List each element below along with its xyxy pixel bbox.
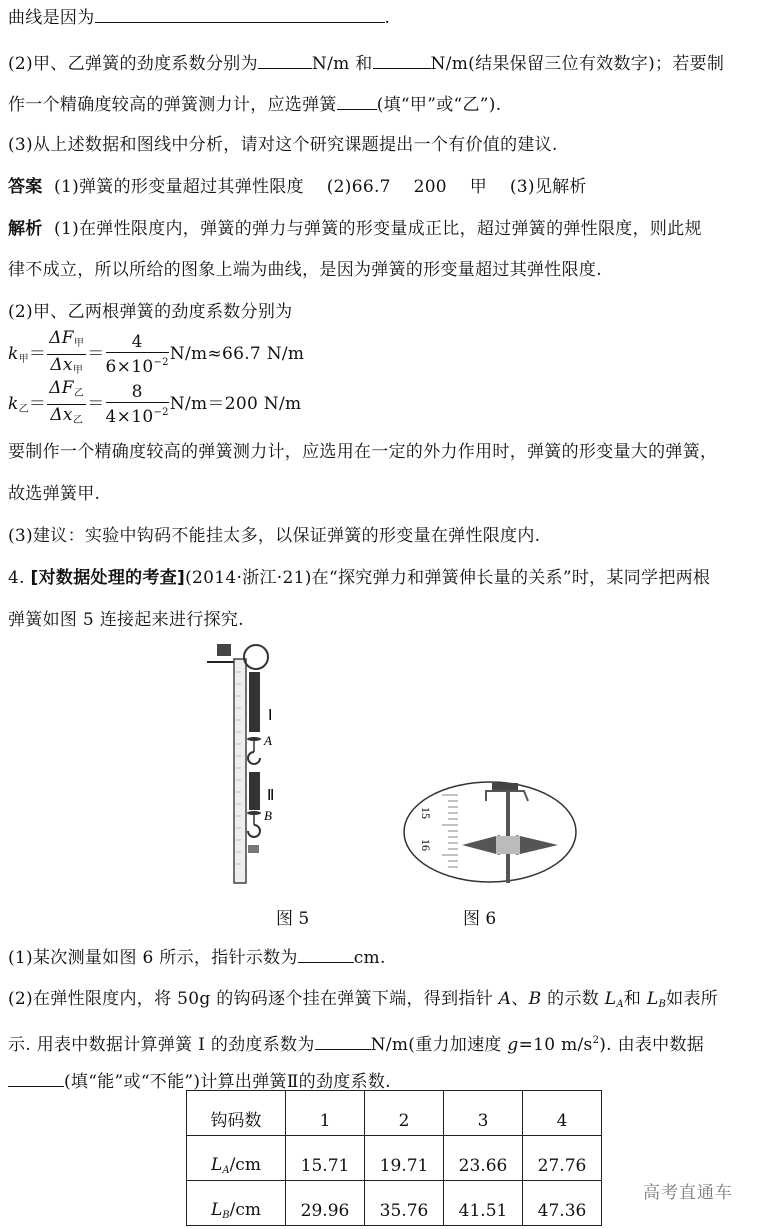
text: =10 m/s [518, 1035, 593, 1055]
table-row [187, 1136, 602, 1181]
ruler [234, 659, 246, 883]
question-4-line-2: 弹簧如图 5 连接起来进行探究. [8, 610, 244, 630]
answer-line [8, 176, 587, 198]
text: ＝ [28, 394, 47, 414]
fraction [47, 328, 86, 381]
text: (2)在弹性限度内，将 50g 的钩码逐个挂在弹簧下端，得到指针 [8, 989, 494, 1009]
tick-label-16: 16 [419, 839, 433, 851]
text: (填“能”或“不能”)计算出弹簧Ⅱ的劲度系数. [64, 1072, 391, 1092]
analysis-label: 解析 [8, 219, 43, 239]
text: B [222, 1210, 230, 1221]
text: (填“甲”或“乙”). [376, 95, 502, 115]
table-cell: 47.36 [523, 1181, 602, 1226]
pointer-center [496, 836, 520, 854]
text: 如表所 [666, 989, 719, 1009]
text: 的示数 [547, 989, 600, 1009]
text: −2 [153, 407, 169, 418]
answer-blank[interactable] [298, 946, 354, 963]
text: A [222, 1165, 230, 1176]
table-cell: 15.71 [286, 1136, 365, 1181]
text: B [528, 989, 542, 1009]
text: 和 [623, 989, 642, 1009]
table-row-label [187, 1181, 286, 1226]
text: L [210, 1200, 223, 1220]
hook [248, 825, 260, 837]
text: −2 [153, 357, 169, 368]
table-cell: 4 [523, 1091, 602, 1136]
text: 甲 [18, 354, 29, 365]
text: 4 [106, 332, 169, 353]
text: N/m(结果保留三位有效数字)；若要制 [430, 54, 725, 74]
text: 作一个精确度较高的弹簧测力计，应选弹簧 [8, 95, 337, 115]
fraction [106, 382, 169, 427]
text: 曲线是因为 [8, 8, 95, 28]
text: N/m≈66.7 N/m [169, 344, 305, 364]
text: 6×10 [105, 357, 154, 377]
figure-5-spring-apparatus [205, 642, 315, 892]
text: cm. [353, 948, 386, 968]
question-4-line-1 [8, 567, 710, 589]
analysis-line-6: (3)建议：实验中钩码不能挂太多，以保证弹簧的形变量在弹性限度内. [8, 526, 541, 546]
text: L [604, 989, 617, 1009]
text: B [658, 999, 667, 1010]
text: 示. 用表中数据计算弹簧 I 的劲度系数为 [8, 1035, 315, 1055]
analysis-line-2: 律不成立，所以所给的图象上端为曲线，是因为弹簧的形变量超过其弹性限度. [8, 260, 602, 280]
figure-6-caption: 图 6 [463, 909, 497, 929]
question-tag: [对数据处理的考查] [30, 568, 186, 588]
formula-k-jia [8, 328, 304, 381]
fraction [47, 378, 86, 431]
text: . [384, 8, 391, 28]
text: ＝ [87, 394, 105, 414]
pointer-a-label: A [264, 733, 272, 748]
answer-text: (1)弹簧的形变量超过其弹性限度 (2)66.7 200 甲 (3)见解析 [54, 177, 587, 197]
figure-6-ruler-closeup [400, 775, 580, 890]
table-cell: 27.76 [523, 1136, 602, 1181]
table-row [187, 1181, 602, 1226]
tick-label-15: 15 [419, 807, 433, 819]
text: 4×10 [105, 407, 154, 427]
pointer-b [247, 811, 261, 815]
text: k [8, 344, 19, 364]
weight [248, 845, 259, 853]
text: 乙 [73, 388, 85, 399]
table-cell: 41.51 [444, 1181, 523, 1226]
question-3: (3)从上述数据和图线中分析，请对这个研究课题提出一个有价值的建议. [8, 135, 558, 155]
table-cell: 29.96 [286, 1181, 365, 1226]
answer-blank[interactable] [95, 6, 385, 23]
text: Δx [50, 355, 73, 375]
question-4-sub-2-line-2 [8, 1030, 704, 1056]
answer-label: 答案 [8, 177, 43, 197]
formula-k-yi [8, 378, 301, 431]
text: /cm [229, 1155, 261, 1175]
text: L [646, 989, 659, 1009]
text: g [507, 1035, 519, 1055]
text: ). 由表中数据 [599, 1035, 705, 1055]
text: N/m(重力加速度 [370, 1035, 502, 1055]
answer-blank[interactable] [258, 52, 312, 69]
analysis-line-4: 要制作一个精确度较高的弹簧测力计，应选用在一定的外力作用时，弹簧的形变量大的弹簧， [8, 442, 718, 462]
text: 甲 [72, 365, 84, 376]
question-2-line-1 [8, 52, 724, 75]
answer-blank[interactable] [315, 1033, 371, 1050]
text: (2)甲、乙弹簧的劲度系数分别为 [8, 54, 258, 74]
text: ΔF [49, 378, 74, 398]
text: ΔF [49, 328, 74, 348]
figure-5-caption: 图 5 [276, 909, 310, 929]
text: 甲 [73, 338, 85, 349]
answer-blank[interactable] [337, 93, 377, 110]
hook [248, 752, 260, 764]
text: (1)在弹性限度内，弹簧的弹力与弹簧的形变量成正比，超过弹簧的弹性限度，则此规 [54, 219, 702, 239]
text: A [616, 999, 624, 1010]
question-4-sub-1 [8, 946, 386, 969]
data-table [186, 1090, 602, 1226]
question-2-line-2 [8, 93, 501, 116]
spring-2-label: Ⅱ [267, 788, 275, 804]
table-cell: 1 [286, 1091, 365, 1136]
analysis-line-1 [8, 218, 702, 240]
text: A [498, 989, 512, 1009]
question-number: 4. [8, 568, 25, 588]
bolt-icon [217, 644, 231, 656]
text: k [8, 394, 19, 414]
question-4-sub-2 [8, 988, 718, 1016]
text: N/m 和 [311, 54, 373, 74]
watermark: 高考直通车 [643, 1183, 733, 1203]
spring-1-label: Ⅰ [268, 708, 273, 724]
answer-blank[interactable] [8, 1070, 64, 1087]
pointer-a [247, 737, 261, 741]
table-cell: 35.76 [365, 1181, 444, 1226]
fraction [106, 332, 169, 377]
text: 、 [511, 989, 529, 1009]
pointer-b-label: B [264, 808, 272, 823]
text: N/m＝200 N/m [169, 394, 302, 414]
hanging-ring [244, 645, 268, 669]
text: (1)某次测量如图 6 所示，指针示数为 [8, 948, 298, 968]
text: /cm [229, 1200, 262, 1220]
text: 乙 [72, 415, 84, 426]
text: (2014·浙江·21)在“探究弹力和弹簧伸长量的关系”时，某同学把两根 [185, 568, 711, 588]
text: ＝ [28, 344, 47, 364]
table-cell: 3 [444, 1091, 523, 1136]
text: Δx [50, 405, 73, 425]
table-cell: 19.71 [365, 1136, 444, 1181]
spring-2 [249, 772, 260, 810]
question-line-1 [8, 6, 390, 29]
text: 2 [592, 1035, 600, 1046]
text: 8 [106, 382, 169, 403]
spring-1 [249, 672, 260, 732]
text: ＝ [87, 344, 105, 364]
analysis-line-5: 故选弹簧甲. [8, 484, 101, 504]
table-header-row [187, 1091, 602, 1136]
table-row-label [187, 1136, 286, 1181]
text: 乙 [18, 404, 29, 415]
table-cell: 钩码数 [187, 1091, 286, 1136]
analysis-line-3: (2)甲、乙两根弹簧的劲度系数分别为 [8, 302, 293, 322]
table-cell: 2 [365, 1091, 444, 1136]
answer-blank[interactable] [373, 52, 431, 69]
text: L [211, 1155, 223, 1175]
table-cell: 23.66 [444, 1136, 523, 1181]
